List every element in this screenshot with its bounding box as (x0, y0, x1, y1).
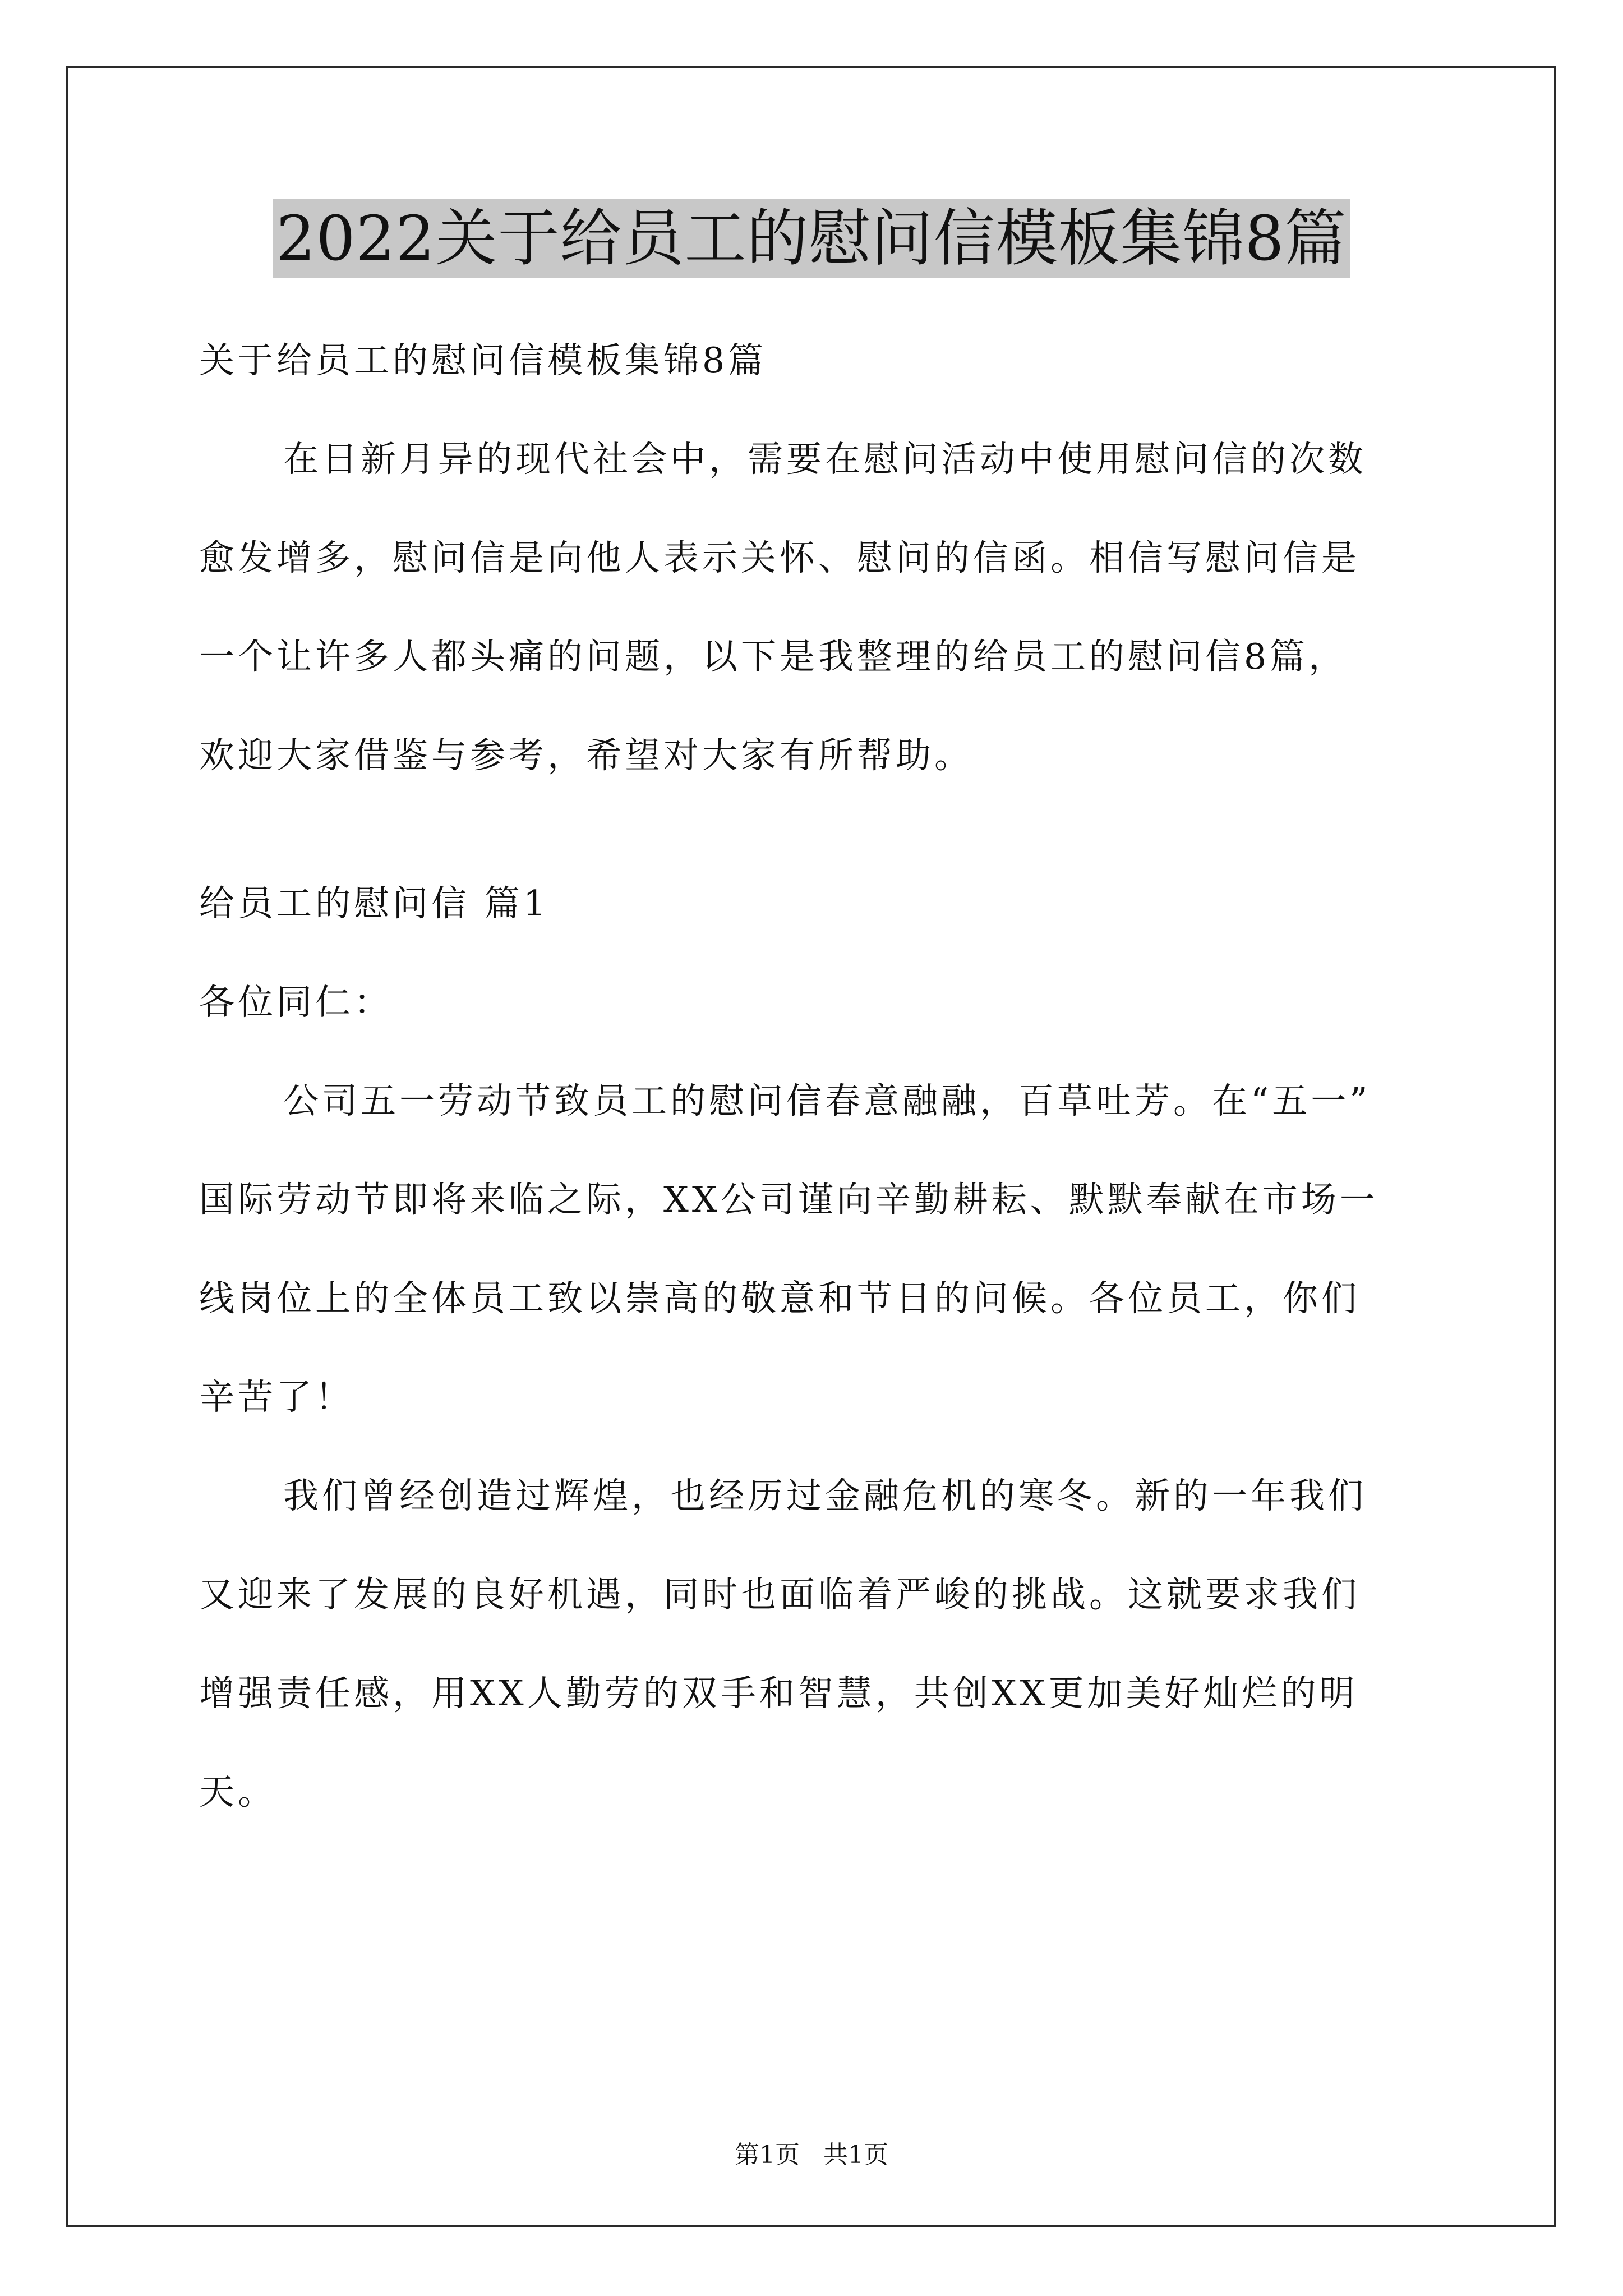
paragraph2-line: 天。 (199, 1772, 276, 1812)
document-body (199, 311, 1427, 1842)
section-spacer (199, 805, 1427, 854)
intro-line: 一个让许多人都头痛的问题，以下是我整理的给员工的慰问信8篇， (199, 636, 1348, 677)
intro-line: 欢迎大家借鉴与参考，希望对大家有所帮助。 (199, 735, 973, 776)
intro-line: 愈发增多，慰问信是向他人表示关怀、慰问的信函。相信写慰问信是 (199, 537, 1360, 578)
paragraph2-line: 又迎来了发展的良好机遇，同时也面临着严峻的挑战。这就要求我们 (199, 1574, 1360, 1615)
title-container (0, 199, 1623, 278)
paragraph1-line: 线岗位上的全体员工致以崇高的敬意和节日的问候。各位员工，你们 (199, 1278, 1360, 1319)
paragraph2-line: 增强责任感，用XX人勤劳的双手和智慧，共创XX更加美好灿烂的明 (199, 1673, 1358, 1714)
paragraph1-line: 辛苦了！ (199, 1377, 354, 1418)
page-footer: 第1页 共1页 (735, 2141, 888, 2169)
intro-line: 在日新月异的现代社会中，需要在慰问活动中使用慰问信的次数 (283, 439, 1367, 480)
section-heading: 给员工的慰问信 篇1 (199, 883, 550, 924)
document-subtitle: 关于给员工的慰问信模板集锦8篇 (199, 340, 767, 381)
document-title: 2022关于给员工的慰问信模板集锦8篇 (273, 199, 1350, 278)
salutation: 各位同仁： (199, 982, 393, 1023)
paragraph2-line: 我们曾经创造过辉煌，也经历过金融危机的寒冬。新的一年我们 (283, 1475, 1367, 1516)
paragraph1-line: 国际劳动节即将来临之际，XX公司谨向辛勤耕耘、默默奉献在市场一 (199, 1179, 1378, 1220)
paragraph1-line: 公司五一劳动节致员工的慰问信春意融融，百草吐芳。在“五一” (283, 1080, 1371, 1121)
